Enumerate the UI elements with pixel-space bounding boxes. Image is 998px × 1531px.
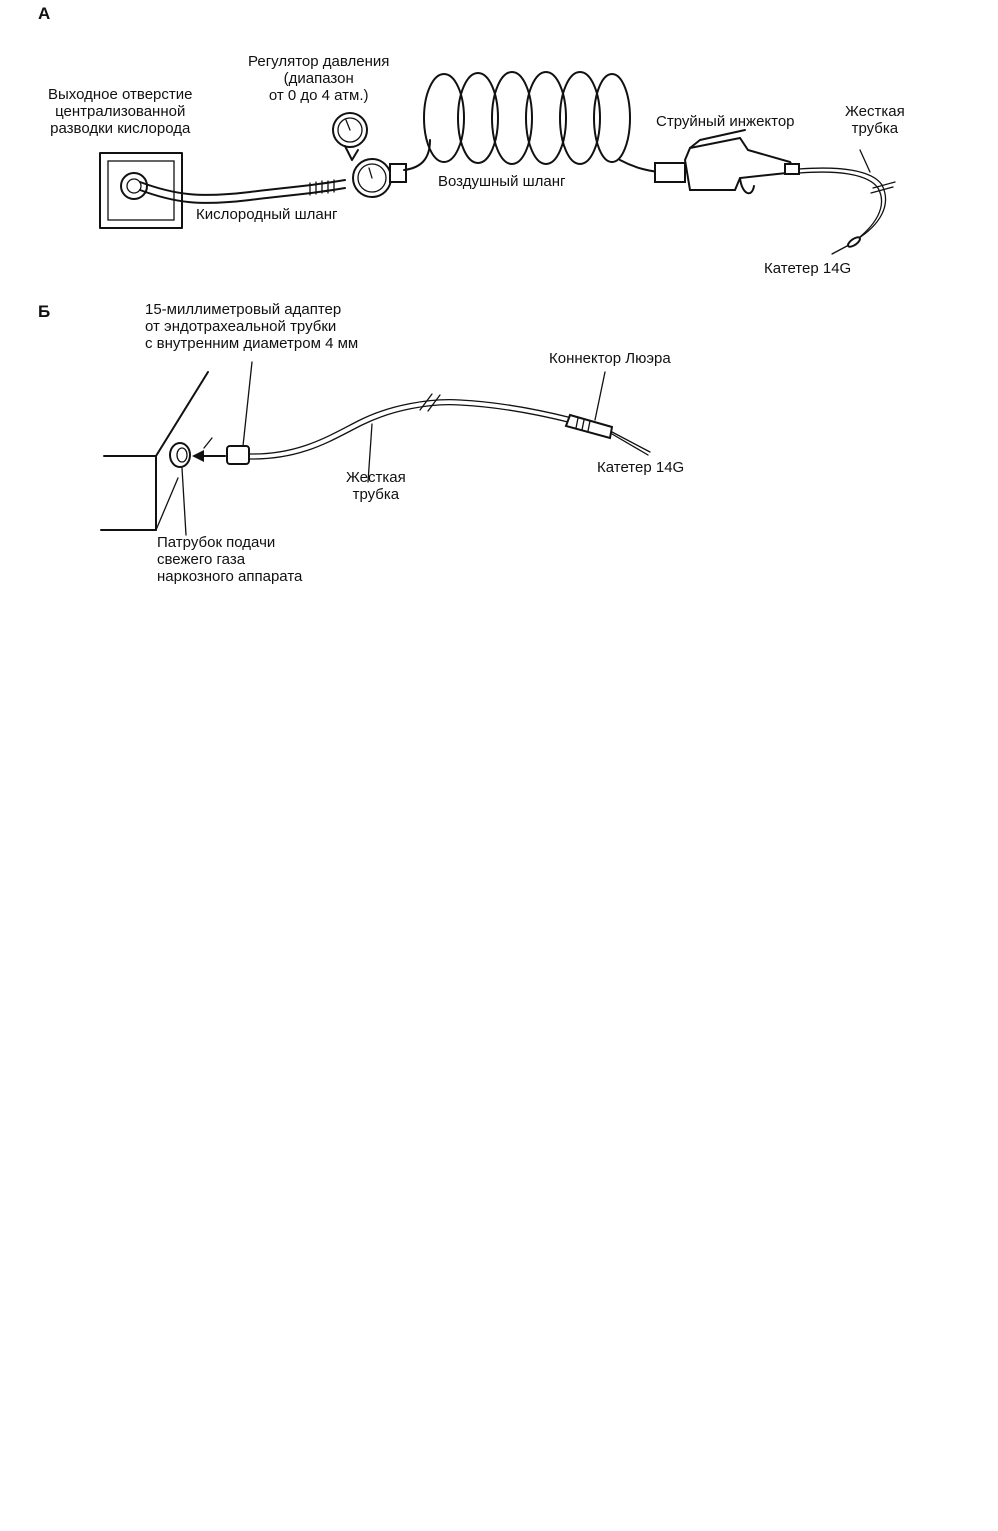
regulator-label: Регулятор давления (диапазон от 0 до 4 атм.) bbox=[248, 53, 390, 104]
oxygen-hose-icon bbox=[140, 180, 345, 203]
luer-connector-icon bbox=[566, 372, 612, 438]
pressure-regulator-icon bbox=[333, 113, 406, 197]
arrow-left-icon bbox=[192, 438, 225, 462]
catheter-a-label: Катетер 14G bbox=[764, 260, 852, 277]
jet-injector-label: Струйный инжектор bbox=[656, 113, 795, 130]
catheter-b-label: Катетер 14G bbox=[597, 459, 685, 476]
rigid-tube-b-icon bbox=[249, 394, 572, 482]
air-hose-coil-icon bbox=[404, 72, 670, 173]
oxygen-hose-label: Кислородный шланг bbox=[196, 206, 338, 223]
adapter-label: 15-миллиметровый адаптер от эндотрахеальной трубки с внутренним диаметром 4 мм bbox=[145, 301, 359, 352]
catheter-b-icon bbox=[612, 432, 650, 455]
panel-b-letter: Б bbox=[38, 302, 51, 321]
air-hose-label: Воздушный шланг bbox=[438, 173, 566, 190]
luer-connector-label: Коннектор Люэра bbox=[549, 350, 671, 367]
adapter-icon bbox=[227, 362, 252, 464]
panel-a-letter: А bbox=[38, 4, 51, 23]
jet-injector-icon bbox=[655, 130, 799, 193]
rigid-tube-a-icon bbox=[799, 150, 895, 254]
fresh-gas-outlet-label: Патрубок подачи свежего газа наркозного аппарата bbox=[157, 534, 303, 585]
anesthesia-machine-icon bbox=[101, 372, 208, 535]
rigid-tube-a-label: Жесткая трубка bbox=[845, 103, 905, 137]
rigid-tube-b-label: Жесткая трубка bbox=[346, 469, 406, 503]
outlet-label: Выходное отверстие централизованной разводки кислорода bbox=[48, 86, 193, 137]
